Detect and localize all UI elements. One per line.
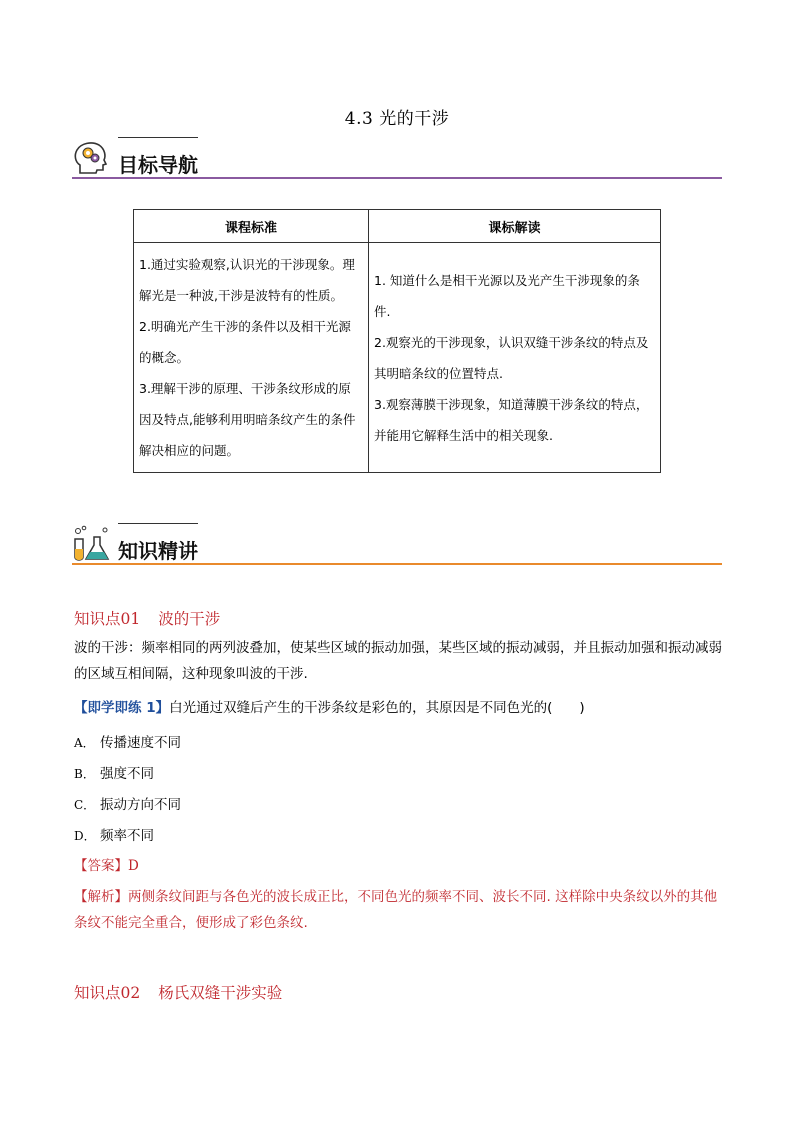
exercise-question-text: 白光通过双缝后产生的干涉条纹是彩色的，其原因是不同色光的( ) — [169, 700, 585, 716]
section-header-knowledge — [72, 523, 722, 579]
interpretation-item: 1. 知道什么是相干光源以及光产生干涉现象的条件. — [374, 272, 640, 319]
document-title: 4.3 光的干涉 — [344, 109, 450, 129]
option-b — [74, 762, 154, 782]
knowledge-point-name: 杨氏双缝干涉实验 — [158, 984, 283, 1002]
knowledge-point-heading — [74, 981, 282, 1003]
analysis-tag: 【解析】 — [74, 889, 128, 905]
header-topline — [118, 137, 198, 138]
option-d — [74, 824, 154, 844]
answer-line — [74, 853, 724, 879]
interpretation-item: 2.观察光的干涉现象，认识双缝干涉条纹的特点及其明暗条纹的位置特点. — [374, 334, 649, 381]
knowledge-point-name: 波的干涉 — [158, 610, 221, 628]
standards-table — [133, 209, 661, 473]
header-topline — [118, 523, 198, 524]
option-letter: D． — [74, 829, 96, 843]
table-header-interpretation: 课标解读 — [369, 210, 661, 243]
analysis-body: 两侧条纹间距与各色光的波长成正比，不同色光的频率不同、波长不同. 这样除中央条纹以外的其他条纹不能完全重合，便形成了彩色条纹. — [74, 889, 718, 931]
section-label: 知识精讲 — [118, 539, 198, 563]
exercise-question — [74, 695, 724, 721]
option-text: 振动方向不同 — [100, 797, 181, 813]
section-header-objectives — [72, 137, 722, 193]
analysis-text — [74, 884, 724, 936]
option-a — [74, 731, 181, 751]
option-text: 传播速度不同 — [100, 735, 181, 751]
option-c — [74, 793, 181, 813]
option-letter: A． — [74, 736, 95, 750]
option-text: 频率不同 — [100, 828, 154, 844]
exercise-tag: 【即学即练 1】 — [74, 700, 170, 716]
knowledge-point-number: 知识点02 — [74, 984, 141, 1002]
head-gears-icon — [72, 139, 112, 177]
interpretation-cell — [369, 243, 661, 473]
interpretation-item: 3.观察薄膜干涉现象，知道薄膜干涉条纹的特点，并能用它解释生活中的相关现象. — [374, 396, 649, 443]
standard-item: 2.明确光产生干涉的条件以及相干光源的概念。 — [139, 319, 351, 365]
standards-cell — [134, 243, 369, 473]
option-letter: B． — [74, 767, 95, 781]
standard-item: 1.通过实验观察,认识光的干涉现象。理解光是一种波,干涉是波特有的性质。 — [139, 257, 355, 303]
table-header-standard: 课程标准 — [134, 210, 369, 243]
section-label: 目标导航 — [118, 153, 198, 177]
knowledge-point-number: 知识点01 — [74, 610, 141, 628]
answer-value: D — [128, 858, 139, 874]
lab-flask-icon — [72, 525, 112, 563]
section-divider — [72, 563, 722, 565]
answer-tag: 【答案】 — [74, 858, 128, 874]
section-divider — [72, 177, 722, 179]
knowledge-point-heading — [74, 607, 220, 629]
knowledge-point-text: 波的干涉：频率相同的两列波叠加，使某些区域的振动加强，某些区域的振动减弱，并且振动加强和振动减弱的区域互相间隔，这种现象叫波的干涉. — [74, 640, 722, 682]
option-letter: C． — [74, 798, 96, 812]
option-text: 强度不同 — [100, 766, 154, 782]
standard-item: 3.理解干涉的原理、干涉条纹形成的原因及特点,能够利用明暗条纹产生的条件解决相应的问题。 — [139, 381, 356, 458]
